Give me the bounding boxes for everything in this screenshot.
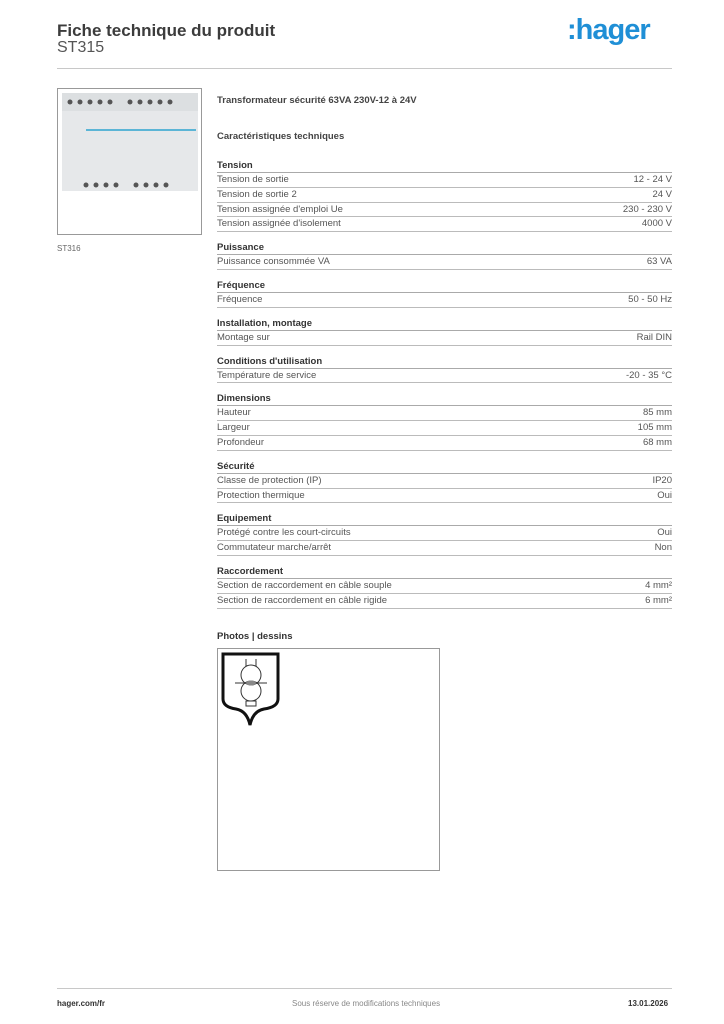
spec-row [217, 526, 672, 541]
page-title: Fiche technique du produit [57, 21, 276, 40]
section-heading: Equipement [217, 512, 672, 526]
spec-value: Rail DIN [636, 331, 672, 343]
spec-row [217, 594, 672, 609]
spec-row [217, 293, 672, 308]
spec-row [217, 406, 672, 421]
spec-row [217, 188, 672, 203]
spec-label: Fréquence [217, 293, 263, 305]
spec-section [217, 512, 672, 556]
section-heading: Raccordement [217, 565, 672, 579]
spec-row [217, 489, 672, 504]
spec-label: Tension de sortie [217, 174, 289, 185]
spec-row [217, 331, 672, 346]
spec-section [217, 565, 672, 609]
spec-label: Protégé contre les court-circuits [217, 527, 351, 539]
spec-label: Tension de sortie 2 [217, 188, 297, 200]
hager-logo: :hager [567, 14, 650, 46]
spec-value: Non [654, 542, 672, 554]
spec-row [217, 203, 672, 218]
spec-value: Oui [657, 489, 672, 501]
spec-value: 68 mm [642, 436, 672, 448]
spec-row [217, 579, 672, 594]
spec-value: Oui [657, 527, 672, 539]
spec-value: 85 mm [642, 407, 672, 419]
spec-row [217, 217, 672, 232]
section-heading: Tension [217, 159, 672, 173]
footer-disclaimer: Sous réserve de modifications techniques [292, 999, 441, 1008]
spec-section [217, 279, 672, 308]
spec-label: Tension assignée d'emploi Ue [217, 203, 343, 215]
spec-label: Tension assignée d'isolement [217, 218, 341, 230]
spec-row [217, 173, 672, 188]
footer-date: 13.01.2026 [628, 999, 669, 1008]
spec-label: Puissance consommée VA [217, 256, 330, 268]
section-heading: Installation, montage [217, 317, 672, 331]
spec-label: Commutateur marche/arrêt [217, 542, 332, 554]
spec-value: 63 VA [646, 256, 672, 268]
spec-value: 6 mm² [645, 594, 672, 606]
spec-section [217, 392, 672, 450]
spec-section [217, 460, 672, 504]
spec-value: 105 mm [637, 422, 672, 434]
spec-value: 12 - 24 V [633, 174, 672, 185]
product-image [57, 88, 202, 235]
spec-row [217, 421, 672, 436]
section-heading: Puissance [217, 241, 672, 255]
spec-section [217, 355, 672, 384]
spec-row [217, 255, 672, 270]
header-divider [57, 68, 672, 69]
spec-label: Classe de protection (IP) [217, 474, 322, 486]
spec-value: 50 - 50 Hz [628, 293, 672, 305]
spec-label: Section de raccordement en câble souple [217, 579, 392, 591]
section-heading: Dimensions [217, 392, 672, 406]
section-heading: Fréquence [217, 279, 672, 293]
spec-row [217, 474, 672, 489]
spec-value: -20 - 35 °C [625, 369, 672, 381]
product-name: Transformateur sécurité 63VA 230V-12 à 24V [217, 95, 417, 106]
spec-content [217, 95, 672, 642]
section-heading: Conditions d'utilisation [217, 355, 672, 369]
spec-label: Section de raccordement en câble rigide [217, 594, 388, 606]
spec-sections [217, 159, 672, 609]
spec-section [217, 241, 672, 270]
spec-value: 4000 V [641, 218, 672, 230]
image-caption: ST316 [57, 244, 81, 253]
spec-row [217, 369, 672, 384]
photos-title: Photos | dessins [217, 630, 293, 642]
spec-label: Protection thermique [217, 489, 305, 501]
specs-title: Caractéristiques techniques [217, 131, 345, 142]
footer-website-link[interactable]: hager.com/fr [57, 999, 106, 1008]
spec-label: Montage sur [217, 331, 270, 343]
safety-transformer-symbol-icon [220, 651, 282, 731]
spec-value: 4 mm² [645, 579, 672, 591]
spec-row [217, 436, 672, 451]
section-heading: Sécurité [217, 460, 672, 474]
spec-value: 24 V [652, 188, 672, 200]
spec-label: Température de service [217, 369, 317, 381]
product-reference: ST315 [57, 39, 105, 56]
footer-divider [57, 988, 672, 989]
spec-value: IP20 [652, 474, 672, 486]
spec-value: 230 - 230 V [622, 203, 672, 215]
spec-row [217, 541, 672, 556]
spec-label: Profondeur [217, 436, 265, 448]
spec-section [217, 159, 672, 232]
spec-label: Largeur [217, 422, 250, 434]
spec-label: Hauteur [217, 407, 251, 419]
spec-section [217, 317, 672, 346]
drawing-box [217, 648, 440, 871]
